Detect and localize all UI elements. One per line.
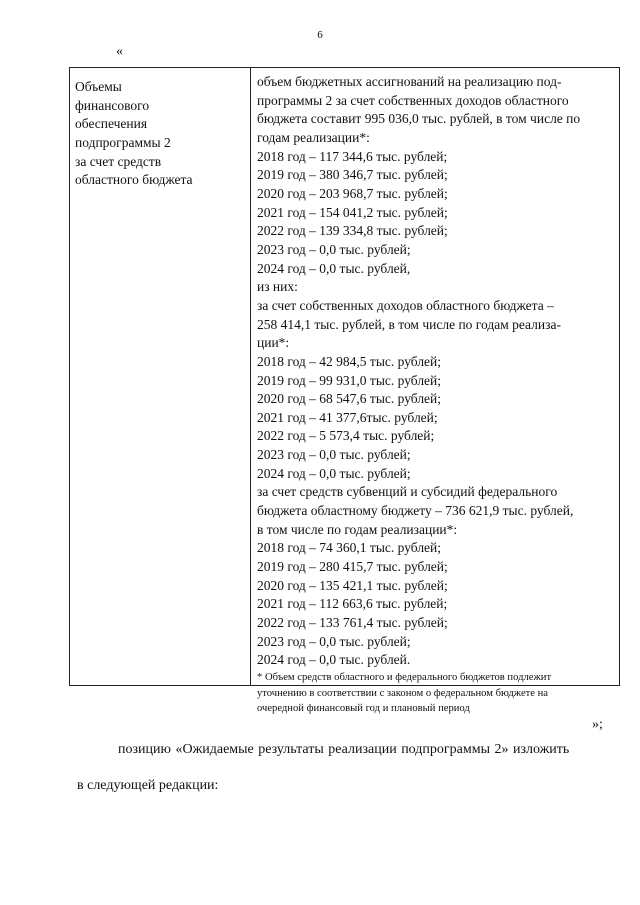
left-cell-line: обеспечения (75, 116, 148, 132)
left-cell-line: подпрограммы 2 (75, 134, 171, 150)
right-cell-line: 2023 год – 0,0 тыс. рублей; (257, 633, 411, 649)
footnote-line: * Объем средств областного и федерального бюджетов подлежит (257, 672, 552, 683)
right-cell-line: 2024 год – 0,0 тыс. рублей, (257, 260, 411, 276)
body-paragraph-line: позицию «Ожидаемые результаты реализации подпрограммы 2» изложить (118, 742, 570, 757)
body-paragraph-line: в следующей редакции: (77, 778, 219, 793)
right-cell-line: 2019 год – 380 346,7 тыс. рублей; (257, 167, 448, 183)
right-cell-line: программы 2 за счет собственных доходов областного (257, 92, 569, 108)
right-cell-line: 2020 год – 135 421,1 тыс. рублей; (257, 577, 448, 593)
right-cell-line: годам реализации*: (257, 129, 370, 145)
page-number: 6 (317, 29, 323, 41)
right-cell-line: 2018 год – 117 344,6 тыс. рублей; (257, 148, 448, 164)
left-cell-line: за счет средств (75, 153, 162, 169)
left-cell-line: финансового (75, 97, 150, 113)
left-cell-line: Объемы (75, 79, 122, 94)
right-cell-line: за счет собственных доходов областного бюджета – (257, 297, 554, 313)
right-cell-line: за счет средств субвенций и субсидий федерального (257, 484, 558, 500)
right-cell-line: объем бюджетных ассигнований на реализацию под- (257, 74, 562, 89)
right-cell-line: 2023 год – 0,0 тыс. рублей; (257, 241, 411, 257)
right-cell-line: 2020 год – 68 547,6 тыс. рублей; (257, 391, 442, 407)
opening-quote-mark: « (116, 44, 123, 59)
right-cell-line: 2022 год – 5 573,4 тыс. рублей; (257, 428, 435, 444)
right-cell-line: 2021 год – 112 663,6 тыс. рублей; (257, 596, 448, 612)
right-cell-line: 2022 год – 133 761,4 тыс. рублей; (257, 615, 448, 631)
footnote-line: очередной финансовый год и плановый период (257, 703, 470, 714)
right-cell-line: 2018 год – 74 360,1 тыс. рублей; (257, 540, 442, 556)
right-cell-line: 2019 год – 99 931,0 тыс. рублей; (257, 372, 442, 388)
right-cell-line: из них: (257, 279, 298, 295)
right-cell-line: бюджета областному бюджету – 736 621,9 тыс. рублей, (257, 503, 574, 519)
right-cell-line: 2023 год – 0,0 тыс. рублей; (257, 447, 411, 463)
right-cell-line: 258 414,1 тыс. рублей, в том числе по годам реализа- (257, 316, 561, 332)
closing-quote-mark: »; (592, 717, 603, 732)
right-cell-line: 2024 год – 0,0 тыс. рублей. (257, 652, 411, 668)
right-cell-line: 2020 год – 203 968,7 тыс. рублей; (257, 185, 448, 201)
right-cell-line: 2021 год – 154 041,2 тыс. рублей; (257, 204, 448, 220)
table-left-cell (70, 68, 251, 685)
funding-table (69, 67, 620, 714)
right-cell-line: 2022 год – 139 334,8 тыс. рублей; (257, 223, 448, 239)
right-cell-line: бюджета составит 995 036,0 тыс. рублей, в том числе по (257, 111, 581, 127)
footnote-line: уточнению в соответствии с законом о федеральном бюджете на (257, 687, 549, 699)
right-cell-line: 2018 год – 42 984,5 тыс. рублей; (257, 353, 442, 369)
right-cell-line: 2024 год – 0,0 тыс. рублей; (257, 465, 411, 481)
left-cell-line: областного бюджета (75, 172, 193, 188)
table-right-cell (251, 68, 619, 714)
right-cell-line: в том числе по годам реализации*: (257, 521, 458, 537)
right-cell-line: ции*: (257, 335, 290, 351)
right-cell-line: 2019 год – 280 415,7 тыс. рублей; (257, 559, 448, 575)
right-cell-line: 2021 год – 41 377,6тыс. рублей; (257, 409, 438, 425)
